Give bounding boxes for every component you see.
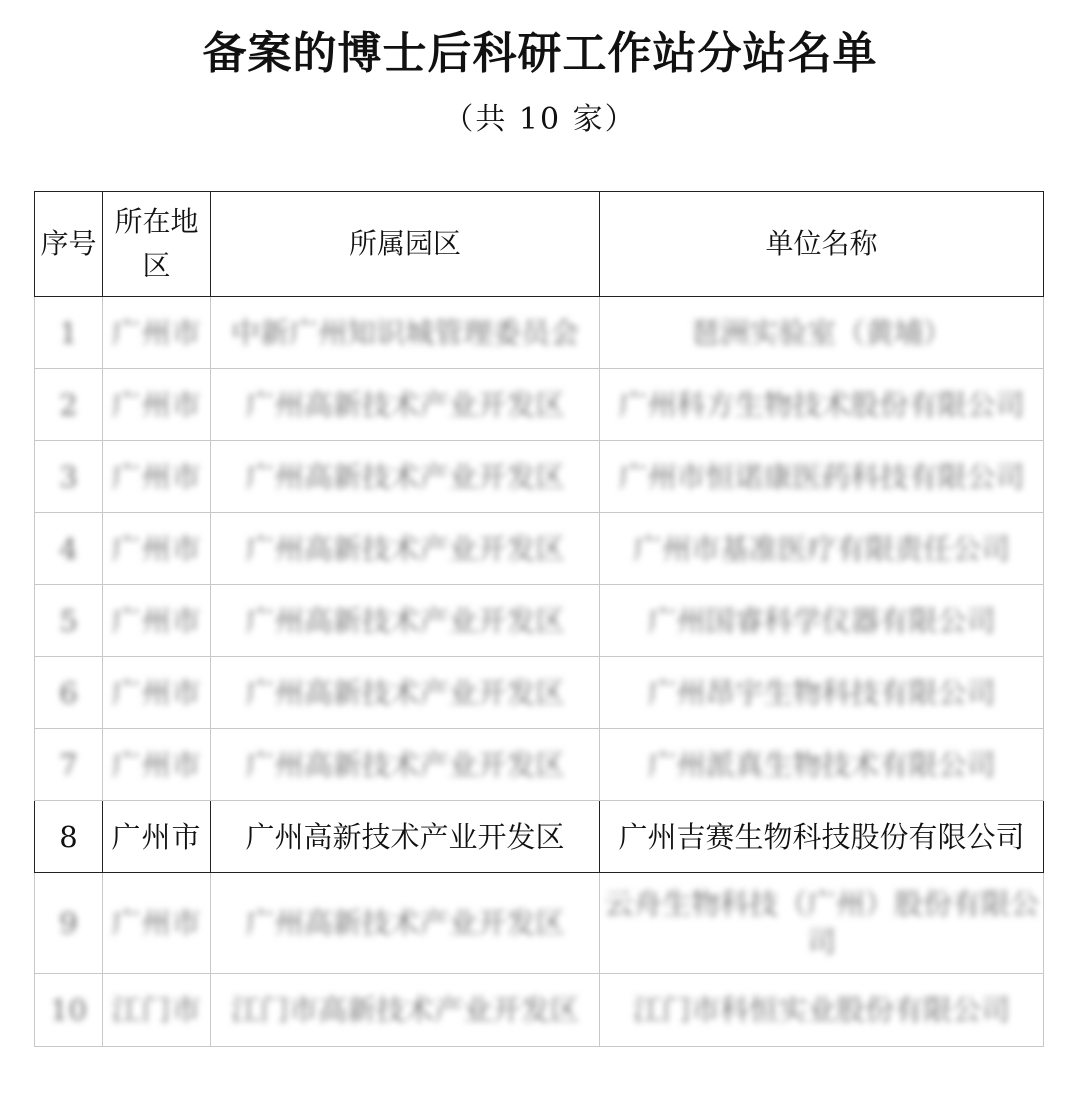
table-row: [35, 657, 1044, 729]
row-region: 广州市: [103, 297, 211, 369]
row-index: 3: [35, 441, 103, 513]
row-unit: 广州市基准医疗有限责任公司: [600, 513, 1044, 585]
row-region: 广州市: [103, 873, 211, 974]
row-park: 江门市高新技术产业开发区: [211, 974, 600, 1047]
row-park: 广州高新技术产业开发区: [211, 585, 600, 657]
row-park: 广州高新技术产业开发区: [211, 729, 600, 801]
table-row-highlighted: [35, 801, 1044, 873]
row-unit: 云舟生物科技（广州）股份有限公司: [600, 873, 1044, 974]
row-index: 4: [35, 513, 103, 585]
table-header-row: [35, 192, 1044, 297]
row-unit: 广州国睿科学仪器有限公司: [600, 585, 1044, 657]
table-row: [35, 297, 1044, 369]
header-index: 序号: [35, 192, 103, 297]
table-row: [35, 369, 1044, 441]
row-park: 广州高新技术产业开发区: [211, 801, 600, 873]
row-region: 广州市: [103, 441, 211, 513]
header-unit: 单位名称: [600, 192, 1044, 297]
table-row: [35, 513, 1044, 585]
row-index: 6: [35, 657, 103, 729]
row-region: 广州市: [103, 801, 211, 873]
table-row: [35, 729, 1044, 801]
row-index: 5: [35, 585, 103, 657]
row-park: 广州高新技术产业开发区: [211, 513, 600, 585]
row-unit: 琶洲实验室（黄埔）: [600, 297, 1044, 369]
table-row: [35, 974, 1044, 1047]
row-index: 10: [35, 974, 103, 1047]
row-region: 广州市: [103, 369, 211, 441]
row-index: 9: [35, 873, 103, 974]
row-region: 江门市: [103, 974, 211, 1047]
row-park: 广州高新技术产业开发区: [211, 369, 600, 441]
row-unit: 广州市恒诺康医药科技有限公司: [600, 441, 1044, 513]
header-park: 所属园区: [211, 192, 600, 297]
row-unit: 广州派真生物技术有限公司: [600, 729, 1044, 801]
row-park: 广州高新技术产业开发区: [211, 441, 600, 513]
row-index: 2: [35, 369, 103, 441]
row-region: 广州市: [103, 585, 211, 657]
header-region: 所在地区: [103, 192, 211, 297]
table-row: [35, 441, 1044, 513]
document-title: 备案的博士后科研工作站分站名单: [202, 28, 878, 79]
row-unit: 江门市科恒实业股份有限公司: [600, 974, 1044, 1047]
row-unit: 广州吉赛生物科技股份有限公司: [600, 801, 1044, 873]
row-region: 广州市: [103, 729, 211, 801]
workstation-table: [34, 191, 1044, 1047]
row-index: 8: [35, 801, 103, 873]
table-row: [35, 585, 1044, 657]
row-park: 中新广州知识城管理委员会: [211, 297, 600, 369]
row-unit: 广州昂宇生物科技有限公司: [600, 657, 1044, 729]
table-row: [35, 873, 1044, 974]
document-subtitle: （共 10 家）: [443, 102, 637, 137]
row-park: 广州高新技术产业开发区: [211, 657, 600, 729]
row-region: 广州市: [103, 657, 211, 729]
row-index: 1: [35, 297, 103, 369]
row-index: 7: [35, 729, 103, 801]
row-region: 广州市: [103, 513, 211, 585]
row-unit: 广州科方生物技术股份有限公司: [600, 369, 1044, 441]
row-park: 广州高新技术产业开发区: [211, 873, 600, 974]
